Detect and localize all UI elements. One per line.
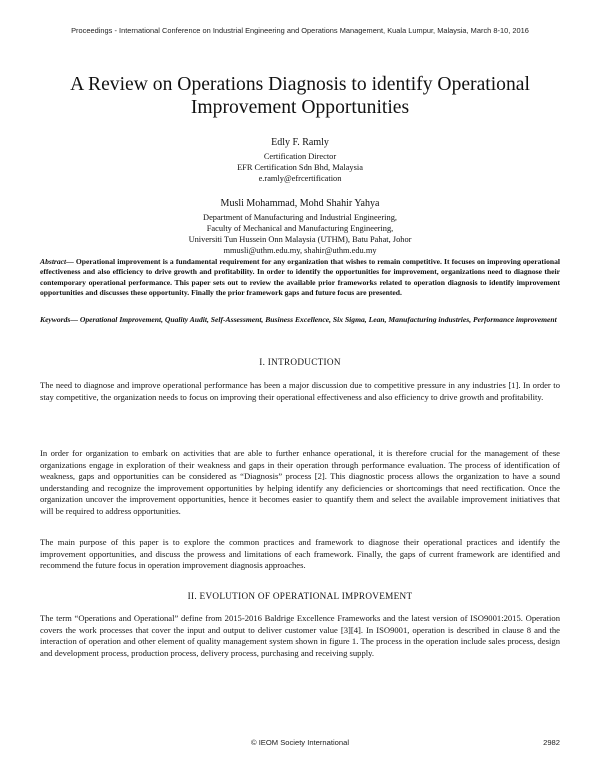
title-line: Improvement Opportunities xyxy=(190,97,410,118)
author-email: e.ramly@efrcertification xyxy=(258,174,342,183)
body-paragraph: The term “Operations and Operational” define from 2015-2016 Baldrige Excellence Frameworks and the latest version of ISO9001:2015. Operation covers the work processes that cover the input and output to deliver customer value [3][4]. In ISO9001, operation is described in clause 8 and the interaction of operation and other element of quality management system shown in figure 1. The process in the operation include sales process, design and development process, production process, delivery process, purchasing and receiving supply. xyxy=(40,613,560,658)
title-line: A Review on Operations Diagnosis to identify Operational xyxy=(70,74,530,95)
author-name: Musli Mohammad, Mohd Shahir Yahya xyxy=(220,198,380,209)
page-number: 2982 xyxy=(543,738,560,747)
footer-copyright: © IEOM Society International xyxy=(250,738,350,747)
author-affiliation: Certification Director xyxy=(263,152,337,161)
section-heading-introduction: I. INTRODUCTION xyxy=(259,357,341,367)
abstract xyxy=(40,257,560,298)
body-paragraph: The need to diagnose and improve operational performance has been a major discussion due to competitive pressure in any industries [1]. In order to stay competitive, the organization needs to focus on improving their operational effectiveness and also efficiency to drive growth and profitability. xyxy=(40,380,560,402)
author-block xyxy=(0,197,600,256)
keywords xyxy=(40,315,560,325)
author-affiliation: Universiti Tun Hussein Onn Malaysia (UTHM), Batu Pahat, Johor xyxy=(188,235,412,244)
author-affiliation: EFR Certification Sdn Bhd, Malaysia xyxy=(237,163,363,172)
section-heading-evolution: II. EVOLUTION OF OPERATIONAL IMPROVEMENT xyxy=(187,591,413,601)
author-email: mmusli@uthm.edu.my, shahir@uthm.edu.my xyxy=(223,246,377,255)
body-paragraph: In order for organization to embark on activities that are able to further enhance operational, it is therefore crucial for the management of these organizations engage in exploration of their weakness and gaps in their operation through performance evaluation. The process of identification of weakness, gaps and opportunities can be considered as “Diagnosis” process [2]. This diagnostic process allows the organization to have a sound understanding and recognize the improvement opportunities by helping identify any deficiencies or shortcomings that need rectification. Once the organization uncover the improvement opportunities, hence it becomes easier to quantify them and select the available improvement initiatives that will be required to address opportunities. xyxy=(40,448,560,516)
body-paragraph: The main purpose of this paper is to explore the common practices and framework to diagnose their operational practices and identify the improvement opportunities, and discuss the prowess and limitations of each framework. Finally, the gaps of current framework are identified and recommend the future focus in operation improvement diagnosis approaches. xyxy=(40,537,560,571)
running-head: Proceedings - International Conference on Industrial Engineering and Operations Management, Kuala Lumpur, Malaysia, March 8-10, 2016 xyxy=(71,26,529,35)
author-block xyxy=(0,136,600,184)
keywords-label: Keywords xyxy=(40,315,71,324)
author-affiliation: Department of Manufacturing and Industrial Engineering, xyxy=(203,213,397,222)
author-affiliation: Faculty of Mechanical and Manufacturing Engineering, xyxy=(206,224,394,233)
abstract-label: Abstract xyxy=(40,257,67,266)
paper-title xyxy=(40,73,560,119)
keywords-text: — Operational Improvement, Quality Audit, Self-Assessment, Business Excellence, Six Sigma, Lean, Manufacturing industries, Performance improvement xyxy=(70,315,557,324)
author-name: Edly F. Ramly xyxy=(271,137,329,148)
abstract-text: — Operational improvement is a fundamental requirement for any organization that wishes to remain competitive. It focuses on improving operational effectiveness and also efficiency to drive growth and profitability. In order to identify the opportunities for improvement, organizations need to diagnose their contemporary operational performance. This paper sets out to review the available prior frameworks related to operation diagnosis to identify improvement opportunities and discusses these opportunity. Finally the prior framework gaps and future focus are presented. xyxy=(40,257,560,297)
